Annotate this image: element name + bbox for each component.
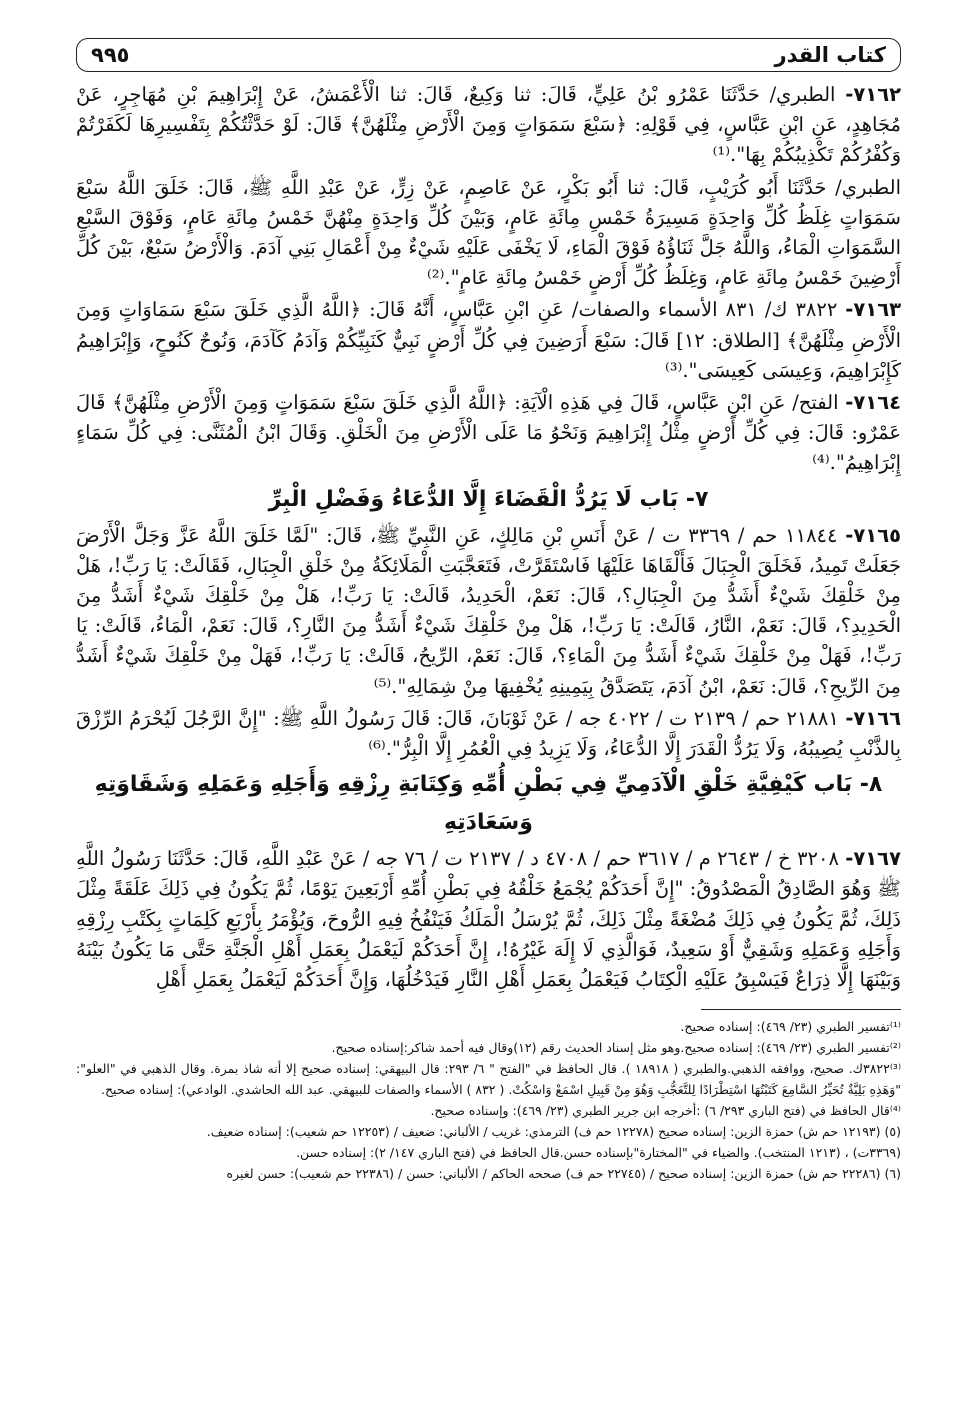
hadith-number: ٧١٦٤- — [845, 391, 901, 415]
hadith-number: ٧١٦٣- — [845, 298, 901, 322]
hadith-text: الطبري/ حَدَّثَنَا عَمْرُو بْنُ عَلِيٍّ، قَالَ: ثنا وَكِيعٌ، قَالَ: ثنا الْأَعْمَشُ، عَنْ إِبْرَاهِيمَ بْنِ مُهَاجِرٍ، عَنْ مُجَاهِدٍ، عَنِ ابْنِ عَبَّاسٍ، فِي قَوْلِهِ: ﴿سَبْعَ سَمَوَاتٍ وَمِنَ الْأَرْضِ مِثْلَهُنَّ﴾ قَالَ: لَوْ حَدَّثْتُكُمْ بِتَفْسِيرِهَا لَكَفَرْتُمْ وَكُفْرُكُمْ تَكْذِيبُكُمْ بِهَا".⁽¹⁾ — [76, 83, 901, 167]
hadith-7162-b — [76, 173, 901, 294]
hadith-7164 — [76, 388, 901, 479]
hadith-7162 — [76, 80, 901, 171]
hadith-7166 — [76, 704, 901, 764]
footnote-4: ⁽⁴⁾قال الحافظ في (فتح الباري ٢٩٣/ ٦) :أخرجه ابن جرير الطبري (٢٣/ ٤٦٩): وإسناده صحيح. — [430, 1103, 901, 1119]
footnote-divider — [701, 1009, 901, 1010]
hadith-7163 — [76, 295, 901, 386]
hadith-number: ٧١٦٢- — [845, 83, 901, 106]
page-number: ٩٩٥ — [91, 43, 130, 67]
chapter-heading-8: ٨- بَاب كَيْفِيَّةِ خَلْقِ الْآدَمِيِّ فِي بَطْنِ أُمِّهِ وَكِتَابَةِ رِزْقِهِ وَأَجَلِهِ وَعَمَلِهِ وَشَقَاوَتِهِ وَسَعَادَتِهِ — [94, 772, 883, 836]
page-header — [76, 38, 901, 72]
footnote-6: (٦) (٢٢٢٨٦ حم ش) حمزة الزين: إسناده صحيح / (٢٢٧٤٥ حم ف) صححه الحاكم / الألباني: حسن / (٢٢٣٨٦ حم شعيب): حسن لغيره — [226, 1166, 901, 1182]
hadith-number: ٧١٦٦- — [845, 706, 902, 730]
footnote-5-b: (٣٣٦٩ت) ، (١٢١٣ المنتخب). والضياء في "المختارة"بإسناده حسن.قال الحافظ في (فتح الباري ١٤٧/ ٢): إسناده حسن. — [296, 1145, 901, 1161]
hadith-7167 — [76, 844, 901, 995]
hadith-number: ٧١٦٥- — [845, 523, 901, 547]
hadith-text: ٢١٨٨١ حم / ٢١٣٩ ت / ٤٠٢٢ جه / عَنْ ثَوْبَانَ، قَالَ: قَالَ رَسُولُ اللَّهِ ﷺ: "إِنَّ الرَّجُلَ لَيُحْرَمُ الرِّزْقَ بِالذَّنْبِ يُصِيبُهُ، وَلَا يَرُدُّ الْقَدَرَ إِلَّا الدُّعَاءُ، وَلَا يَزِيدُ فِي الْعُمُرِ إِلَّا الْبِرُّ".⁽⁶⁾ — [76, 706, 901, 761]
book-title: كتاب القدر — [774, 43, 886, 67]
hadith-text: ٣٢٠٨ خ / ٢٦٤٣ م / ٣٦١٧ حم / ٤٧٠٨ د / ٢١٣٧ ت / ٧٦ جه / عَنْ عَبْدِ اللَّهِ، قَالَ: حَدَّثَنَا رَسُولُ اللَّهِ ﷺ وَهُوَ الصَّادِقُ الْمَصْدُوقُ: "إِنَّ أَحَدَكُمْ يُجْمَعُ خَلْقُهُ فِي بَطْنِ أُمِّهِ أَرْبَعِينَ يَوْمًا، ثُمَّ يَكُونُ فِي ذَلِكَ عَلَقَةً مِثْلَ ذَلِكَ، ثُمَّ يَكُونُ فِي ذَلِكَ مُضْغَةً مِثْلَ ذَلِكَ، ثُمَّ يُرْسَلُ الْمَلَكُ فَيَنْفُخُ فِيهِ الرُّوحَ، وَيُؤْمَرُ بِأَرْبَعِ كَلِمَاتٍ بِكَتْبِ رِزْقِهِ وَأَجَلِهِ وَعَمَلِهِ وَشَقِيٌّ أَوْ سَعِيدٌ، فَوَالَّذِي لَا إِلَهَ غَيْرُهُ!، إِنَّ أَحَدَكُمْ لَيَعْمَلُ بِعَمَلِ أَهْلِ الْجَنَّةِ حَتَّى مَا يَكُونُ بَيْنَهُ وَبَيْنَهَا إِلَّا ذِرَاعٌ فَيَسْبِقُ عَلَيْهِ الْكِتَابُ فَيَعْمَلُ بِعَمَلِ أَهْلِ النَّارِ فَيَدْخُلُهَا، وَإِنَّ أَحَدَكُمْ لَيَعْمَلُ بِعَمَلِ أَهْلِ — [76, 847, 901, 992]
footnote-1: ⁽¹⁾تفسير الطبري (٢٣/ ٤٦٩): إسناده صحيح. — [680, 1019, 901, 1035]
footnote-5: (٥) (١٢١٩٣ حم ش) حمزة الزين: إسناده صحيح (١٢٢٧٨ حم ف) الترمذي: غريب / الألباني: ضعيف / (١٢٢٥٣ حم شعيب): إسناده ضعيف. — [206, 1124, 901, 1140]
footnote-2: ⁽²⁾تفسير الطبري (٢٣/ ٤٦٩): إسناده صحيح.وهو مثل إسناد الحديث رقم (١٢)وقال فيه أحمد شاكر:إسناده صحيح. — [331, 1040, 901, 1056]
hadith-text: الفتح/ عَنِ ابْنِ عَبَّاسٍ، قَالَ فِي هَذِهِ الْآيَةِ: ﴿اللَّهُ الَّذِي خَلَقَ سَبْعَ سَمَوَاتٍ وَمِنَ الْأَرْضِ مِثْلَهُنَّ﴾ قَالَ عَمْرٌو: قَالَ: فِي كُلِّ أَرْضٍ مِثْلُ إِبْرَاهِيمَ وَنَحْوُ مَا عَلَى الْأَرْضِ مِنَ الْخَلْقِ. وَقَالَ ابْنُ الْمُثَنَّى: فِي كُلِّ سَمَاءٍ إِبْرَاهِيمُ".⁽⁴⁾ — [76, 391, 901, 475]
chapter-heading-7: ٧- بَاب لَا يَرُدُّ الْقَضَاءَ إِلَّا الدُّعَاءُ وَفَضْلِ الْبِرِّ — [268, 486, 709, 512]
hadith-number: ٧١٦٧- — [845, 847, 901, 871]
hadith-text: الطبري/ حَدَّثَنَا أَبُو كُرَيْبٍ، قَالَ: ثنا أَبُو بَكْرٍ، عَنْ عَاصِمٍ، عَنْ زِرٍّ، عَنْ عَبْدِ اللَّهِ ﷺ، قَالَ: خَلَقَ اللَّهُ سَبْعَ سَمَوَاتٍ غِلَظُ كُلِّ وَاحِدَةٍ مَسِيرَةُ خَمْسِ مِائَةِ عَامٍ، وَبَيْنَ كُلِّ وَاحِدَةٍ مِنْهُنَّ خَمْسُ مِائَةِ عَامٍ، وَفَوْقَ السَّبْعِ السَّمَوَاتِ الْمَاءُ، وَاللَّهُ جَلَّ ثَنَاؤُهُ فَوْقَ الْمَاءِ، لَا يَخْفَى عَلَيْهِ شَيْءٌ مِنْ أَعْمَالِ بَنِي آدَمَ. وَالْأَرْضُ سَبْعٌ، بَيْنَ كُلِّ أَرْضِينَ خَمْسُ مِائَةِ عَامٍ، وَغِلَظُ كُلِّ أَرْضٍ خَمْسُ مِائَةِ عَامٍ".⁽²⁾ — [76, 175, 901, 290]
hadith-text: ١١٨٤٤ حم / ٣٣٦٩ ت / عَنْ أَنَسِ بْنِ مَالِكٍ، عَنِ النَّبِيِّ ﷺ، قَالَ: "لَمَّا خَلَقَ اللَّهُ عَزَّ وَجَلَّ الْأَرْضَ جَعَلَتْ تَمِيدُ، فَخَلَقَ الْجِبَالَ فَأَلْقَاهَا عَلَيْهَا فَاسْتَقَرَّتْ، فَتَعَجَّبَتِ الْمَلَائِكَةُ مِنْ خَلْقِ الْجِبَالِ، فَقَالَتْ: يَا رَبِّ!، هَلْ مِنْ خَلْقِكَ شَيْءٌ أَشَدُّ مِنَ الْجِبَالِ؟، قَالَ: نَعَمْ، الْحَدِيدُ، قَالَتْ: يَا رَبِّ!، هَلْ مِنْ خَلْقِكَ شَيْءٌ أَشَدُّ مِنَ الْحَدِيدِ؟، قَالَ: نَعَمْ، النَّارُ، قَالَتْ: يَا رَبِّ!، هَلْ مِنْ خَلْقِكَ شَيْءٌ أَشَدُّ مِنَ النَّارِ؟، قَالَ: نَعَمْ، الْمَاءُ، قَالَتْ: يَا رَبِّ!، فَهَلْ مِنْ خَلْقِكَ شَيْءٌ أَشَدُّ مِنَ الْمَاءِ؟، قَالَ: نَعَمْ، الرِّيحُ، قَالَتْ: يَا رَبِّ!، فَهَلْ مِنْ خَلْقِكَ شَيْءٌ أَشَدُّ مِنَ الرِّيحِ؟، قَالَ: نَعَمْ، ابْنُ آدَمَ، يَتَصَدَّقُ بِيَمِينِهِ يُخْفِيهَا مِنْ شِمَالِهِ".⁽⁵⁾ — [76, 523, 901, 698]
hadith-7165 — [76, 521, 901, 702]
footnote-3: ⁽³⁾٣٨٢٢ك. صحيح، ووافقه الذهبي.والطبري ( ١٨٩١٨ ). قال الحافظ في "الفتح " ٦/ ٢٩٣: قال البيهقي: إسناده صحيح إلا أنه شاذ بمرة. وقال الذهبي في "العلو": "وَهَذِهِ بَلِيَّةٌ تُحَيِّرُ السَّامِعَ كَتَبْتُهَا اسْتِطْرَادًا لِلتَّعَجُّبِ وَهُوَ مِنْ قَبِيلِ اسْمَعْ وَاسْكُتْ. ( ٨٣٢ ) الأسماء والصفات للبيهقي. عبد الله الحاشدي. الوادعي): إسناده صحيح. — [76, 1061, 902, 1098]
hadith-text: ٣٨٢٢ ك/ ٨٣١ الأسماء والصفات/ عَنِ ابْنِ عَبَّاسٍ، أَنَّهُ قَالَ: ﴿اللَّهُ الَّذِي خَلَقَ سَبْعَ سَمَاوَاتٍ وَمِنَ الْأَرْضِ مِثْلَهُنَّ﴾ [الطلاق: ١٢] قَالَ: سَبْعَ أَرَضِينَ فِي كُلِّ أَرْضٍ نَبِيٌّ كَنَبِيِّكُمْ وَآدَمُ كَآدَمَ، وَنُوحٌ كَنُوحٍ، وَإِبْرَاهِيمُ كَإِبْرَاهِيمَ، وَعِيسَى كَعِيسَى".⁽³⁾ — [76, 298, 901, 382]
